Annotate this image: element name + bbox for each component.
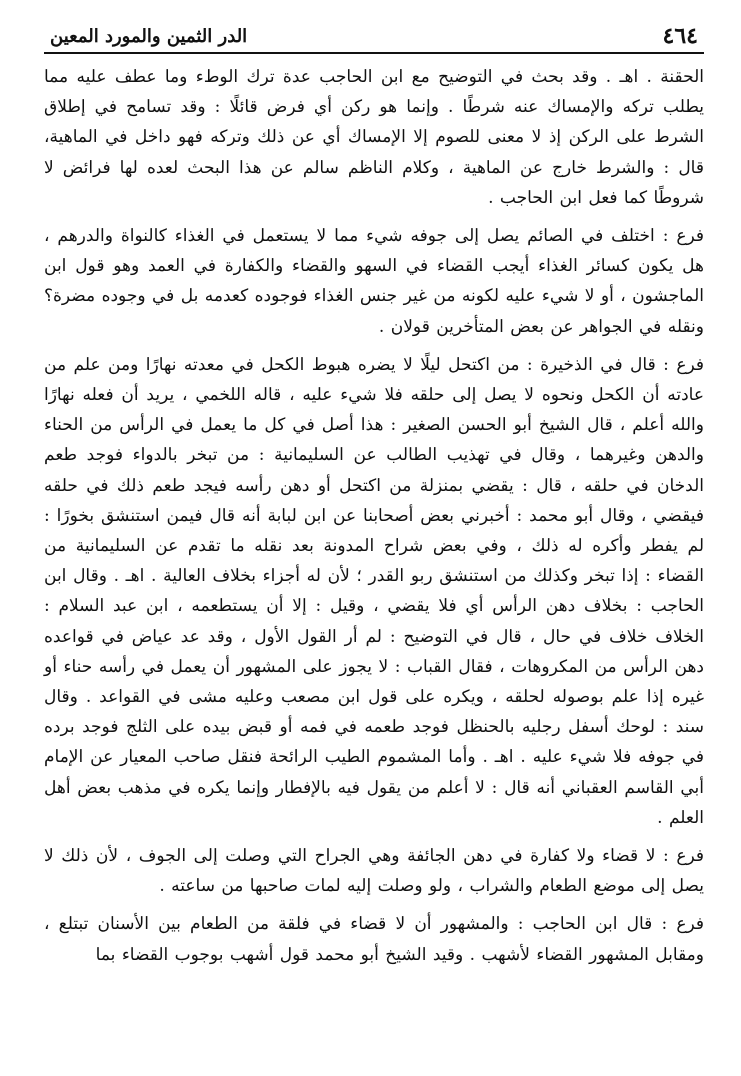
paragraph-far-wound: فرع : لا قضاء ولا كفارة في دهن الجائفة وهي الجراح التي وصلت إلى الجوف ، لأن ذلك لا يصل إلى موضع الطعام والشراب ، ولو وصلت إليه لمات صاحبها من ساعته . xyxy=(44,846,704,897)
body-text xyxy=(44,62,704,970)
book-title: الدر الثمين والمورد المعين xyxy=(50,26,248,47)
paragraph-intro: الحقنة . اهـ . وقد بحث في التوضيح مع ابن الحاجب عدة ترك الوطء وما عطف عليه مما يطلب تركه والإمساك عنه شرطًا . وإنما هو ركن أي فرض قائلًا : وقد تسامح في إطلاق الشرط على الركن إذ لا معنى للصوم إلا الإمساك أي عن ذلك وتركه فهو داخل في الماهية، قال : والشرط خارج عن الماهية ، وكلام الناظم سالم عن هذا البحث لعده لها فرائض لا شروطًا كما فعل ابن الحاجب . xyxy=(44,67,704,208)
paragraph-far-kohl: فرع : قال في الذخيرة : من اكتحل ليلًا لا يضره هبوط الكحل في معدته نهارًا ومن علم من عادته أن الكحل ونحوه لا يصل إلى حلقه فلا شيء عليه ، قاله اللخمي ، يريد أن فعله نهارًا والله أعلم ، قال الشيخ أبو الحسن الصغير : هذا أصل في كل ما يعمل في الرأس من الحناء والدهن وغيرهما ، وقال في تهذيب الطالب عن السليمانية : من تبخر بالدواء فوجد طعم الدخان في حلقه ، قال : يقضي بمنزلة من اكتحل أو دهن رأسه فيجد طعم ذلك في حلقه فيقضي ، وقال أبو محمد : أخبرني بعض أصحابنا عن ابن لبابة أنه قال فيمن استنشق بخورًا : لم يفطر وأكره له ذلك ، وفي بعض شراح المدونة بعد نقله ما تقدم عن السليمانية من القضاء : إذا تبخر وكذلك من استنشق ربو القدر ؛ لأن له أجزاء بخلاف العالية . اهـ . وقال ابن الحاجب : بخلاف دهن الرأس أي فلا يقضي ، وقيل : إلا أن يستطعمه ، ابن عبد السلام : الخلاف خلاف في حال ، قال في التوضيح : لم أر القول الأول ، وقد عد عياض في قواعده دهن الرأس من المكروهات ، فقال القباب : لا يجوز على المشهور أن يعمل في رأسه حناء أو غيره إذا علم بوصوله لحلقه ، ويكره على قول ابن مصعب وعليه مشى في القواعد . وقال سند : لوحك أسفل رجليه بالحنظل فوجد طعمه في فمه أو قبض بيده على الثلج فوجد برده في جوفه فلا شيء عليه . اهـ . وأما المشموم الطيب الرائحة فنقل صاحب المعيار عن الإمام أبي القاسم العقباني أنه قال : لا أعلم من يقول فيه بالإفطار وإنما يكره في مذهب بعض أهل العلم . xyxy=(44,354,704,828)
page-number: ٤٦٤ xyxy=(662,23,698,49)
page-header xyxy=(44,18,704,54)
document-page xyxy=(44,18,704,970)
paragraph-far-teeth: فرع : قال ابن الحاجب : والمشهور أن لا قضاء في فلقة من الطعام بين الأسنان تبتلع ، ومقابل المشهور القضاء لأشهب . وقيد الشيخ أبو محمد قول أشهب بوجوب القضاء بما xyxy=(44,914,704,965)
paragraph-far-swallowing: فرع : اختلف في الصائم يصل إلى جوفه شيء مما لا يستعمل في الغذاء كالنواة والدرهم ، هل يكون كسائر الغذاء أيجب القضاء في السهو والقضاء والكفارة في العمد وهو قول ابن الماجشون ، أو لا شيء عليه لكونه من غير جنس الغذاء فوجوده كعدمه بل في وجوده مضرة؟ ونقله في الجواهر عن بعض المتأخرين قولان . xyxy=(44,226,704,337)
